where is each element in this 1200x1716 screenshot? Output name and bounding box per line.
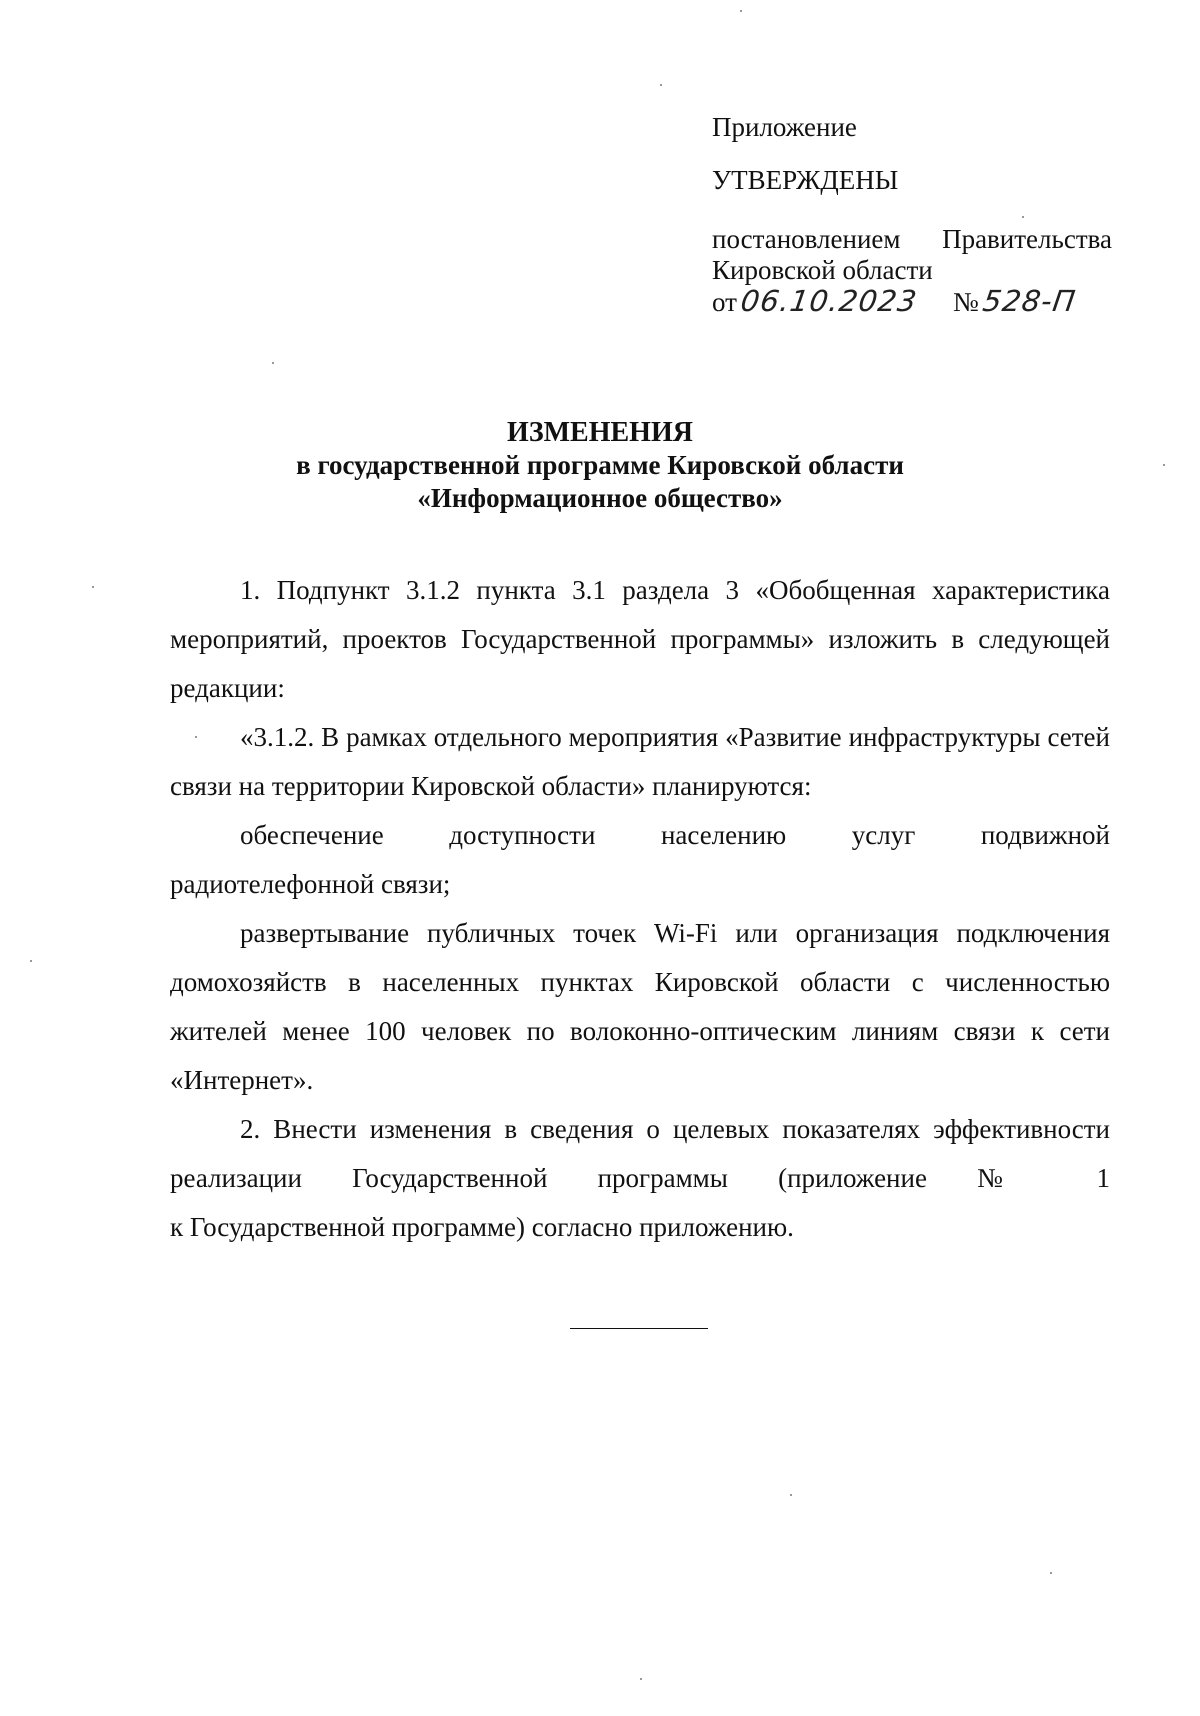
- paragraph-5-line-3: к Государственной программе) согласно приложению.: [170, 1212, 794, 1242]
- approval-stamp-block: [712, 112, 1112, 318]
- paragraph-5-line-1: 2. Внести изменения в сведения о целевых показателях эффективности: [240, 1114, 1110, 1144]
- scan-speck: [1050, 1572, 1052, 1574]
- scan-speck: [30, 960, 32, 962]
- end-rule: [570, 1328, 708, 1329]
- scan-speck: [92, 586, 94, 588]
- paragraph-5-line-2: реализации Государственной программы (приложение № 1: [170, 1163, 1110, 1193]
- decree-authority: Правительства: [942, 224, 1112, 254]
- date-prefix: от: [712, 287, 737, 317]
- paragraph-3-line-2: радиотелефонной связи;: [170, 869, 451, 899]
- scan-speck: [740, 10, 742, 12]
- title-main: ИЗМЕНЕНИЯ: [507, 417, 693, 448]
- decree-reference: [712, 224, 1112, 318]
- scan-speck: [272, 362, 274, 364]
- scan-speck: [195, 736, 197, 738]
- paragraph-4: развертывание публичных точек Wi-Fi или организация подключения домохозяйств в населенных пунктах Кировской области с численностью жителей менее 100 человек по волоконно-оптическим линиям связи к сети «Интернет».: [170, 918, 1110, 1095]
- scan-speck: [1163, 464, 1165, 466]
- scan-speck: [790, 1494, 792, 1496]
- scan-speck: [1022, 216, 1024, 218]
- paragraph-3-line-1: обеспечение доступности населению услуг подвижной: [240, 820, 1110, 850]
- document-title: [0, 416, 1200, 515]
- scan-speck: [640, 1678, 642, 1680]
- decree-word: постановлением: [712, 224, 901, 254]
- appendix-label: Приложение: [712, 112, 857, 142]
- title-line-2: в государственной программе Кировской области: [296, 450, 904, 480]
- document-body: [170, 566, 1110, 1252]
- paragraph-2: «3.1.2. В рамках отдельного мероприятия «Развитие инфраструктуры сетей связи на территории Кировской области» планируются:: [170, 722, 1110, 801]
- decree-region: Кировской области: [712, 255, 933, 285]
- decree-line-1: [712, 224, 1112, 255]
- scan-speck: [660, 84, 662, 86]
- handwritten-number: 528-П: [980, 284, 1078, 318]
- paragraph-1: 1. Подпункт 3.1.2 пункта 3.1 раздела 3 «Обобщенная характеристика мероприятий, проектов Государственной программы» изложить в следующей редакции:: [170, 575, 1110, 703]
- number-prefix: №: [953, 287, 979, 317]
- approved-label: УТВЕРЖДЕНЫ: [712, 165, 899, 195]
- handwritten-date: 06.10.2023: [738, 284, 920, 318]
- title-line-3: «Информационное общество»: [417, 483, 783, 513]
- decree-date-number: [712, 286, 1112, 318]
